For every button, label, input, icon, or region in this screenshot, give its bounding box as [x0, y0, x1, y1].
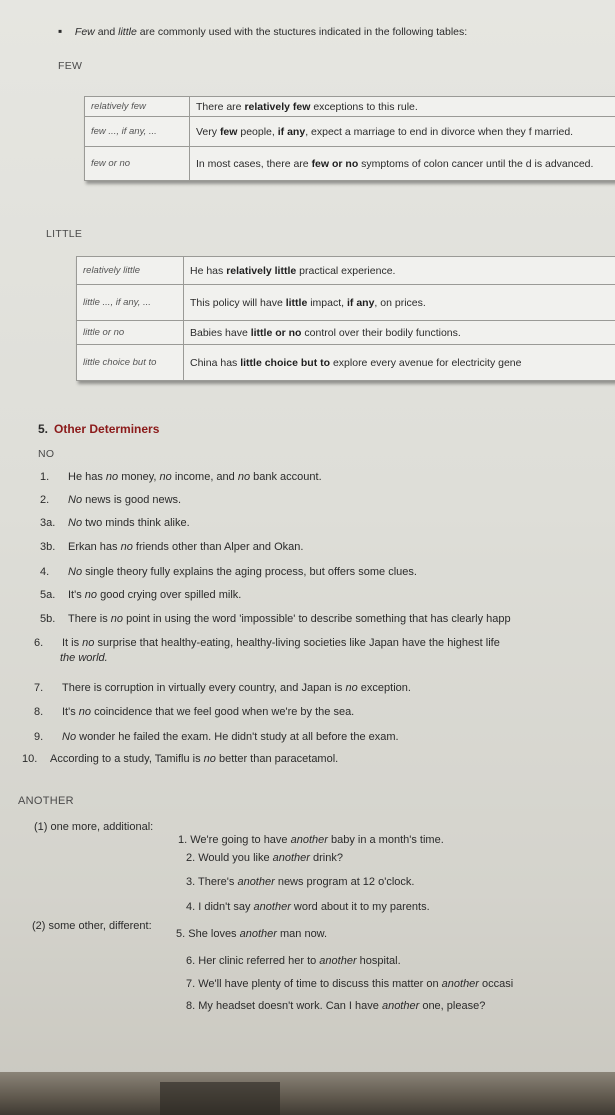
- section-title: Other Determiners: [54, 422, 160, 436]
- item-number: 2.: [186, 852, 196, 864]
- list-item: 2. No news is good news.: [40, 494, 182, 506]
- little-label: LITTLE: [46, 228, 83, 240]
- item-number: 3.: [186, 876, 196, 888]
- example-cell: This policy will have little impact, if any, on prices.: [184, 285, 615, 321]
- list-item: 10. According to a study, Tamiflu is no better than paracetamol.: [22, 753, 339, 765]
- item-number: 5b.: [40, 613, 56, 625]
- item-number: 7.: [186, 978, 196, 990]
- example-cell: Babies have little or no control over their bodily functions.: [184, 321, 615, 345]
- item-number: 1.: [178, 834, 188, 846]
- list-item: 3a. No two minds think alike.: [40, 517, 190, 529]
- another-example: 2. Would you like another drink?: [186, 852, 343, 864]
- intro-term-little: little: [118, 26, 137, 38]
- item-number: 5.: [176, 928, 186, 940]
- intro-and: and: [97, 26, 116, 38]
- item-number: 1.: [40, 471, 50, 483]
- item-number: 10.: [22, 753, 38, 765]
- pattern-cell: relatively little: [77, 257, 184, 285]
- item-continuation: the world.: [60, 652, 108, 664]
- another-example: 1. We're going to have another baby in a month's time.: [178, 834, 444, 846]
- table-row: [77, 257, 615, 285]
- example-cell: In most cases, there are few or no symptoms of colon cancer until the d is advanced.: [190, 147, 615, 181]
- another-example: 7. We'll have plenty of time to discuss this matter on another occasi: [186, 978, 514, 990]
- item-number: 6.: [34, 637, 44, 649]
- pattern-cell: little ..., if any, ...: [77, 285, 184, 321]
- another-example: 8. My headset doesn't work. Can I have another one, please?: [186, 1000, 486, 1012]
- item-number: 4.: [40, 566, 50, 578]
- example-cell: He has relatively little practical experience.: [184, 257, 615, 285]
- item-number: 6.: [186, 955, 196, 967]
- another-example: 3. There's another news program at 12 o'clock.: [186, 876, 415, 888]
- group-label-additional: (1) one more, additional:: [34, 821, 154, 833]
- bullet-icon: ▪: [58, 24, 63, 38]
- list-item: 4. No single theory fully explains the aging process, but offers some clues.: [40, 566, 417, 578]
- item-number: 5a.: [40, 589, 56, 601]
- list-item: 1. He has no money, no income, and no bank account.: [40, 471, 322, 483]
- list-item: 5b. There is no point in using the word 'impossible' to describe something that has clearly happ: [40, 613, 511, 625]
- another-example: 4. I didn't say another word about it to my parents.: [186, 901, 430, 913]
- another-label: ANOTHER: [18, 795, 74, 807]
- table-row: [85, 117, 615, 147]
- item-number: 3b.: [40, 541, 56, 553]
- item-number: 9.: [34, 731, 44, 743]
- intro-rest: are commonly used with the stuctures indicated in the following tables:: [139, 26, 468, 38]
- little-table: [76, 256, 615, 381]
- another-example: 6. Her clinic referred her to another hospital.: [186, 955, 401, 967]
- no-label: NO: [38, 448, 55, 460]
- example-cell: Very few people, if any, expect a marriage to end in divorce when they f married.: [190, 117, 615, 147]
- pattern-cell: little choice but to: [77, 345, 184, 381]
- table-row: [85, 97, 615, 117]
- example-cell: China has little choice but to explore every avenue for electricity gene: [184, 345, 615, 381]
- item-number: 7.: [34, 682, 44, 694]
- list-item: 9. No wonder he failed the exam. He didn't study at all before the exam.: [34, 731, 399, 743]
- item-number: 2.: [40, 494, 50, 506]
- group-label-different: (2) some other, different:: [32, 920, 152, 932]
- item-number: 8.: [186, 1000, 196, 1012]
- table-row: [77, 321, 615, 345]
- table-row: [85, 147, 615, 181]
- another-example: 5. She loves another man now.: [176, 928, 328, 940]
- item-number: 4.: [186, 901, 196, 913]
- list-item: 3b. Erkan has no friends other than Alper and Okan.: [40, 541, 304, 553]
- item-number: 8.: [34, 706, 44, 718]
- table-row: [77, 285, 615, 321]
- table-row: [77, 345, 615, 381]
- item-number: 3a.: [40, 517, 56, 529]
- example-cell: There are relatively few exceptions to this rule.: [190, 97, 615, 117]
- pattern-cell: few or no: [85, 147, 190, 181]
- few-label: FEW: [58, 60, 83, 72]
- few-table: [84, 96, 615, 181]
- pattern-cell: little or no: [77, 321, 184, 345]
- pattern-cell: few ..., if any, ...: [85, 117, 190, 147]
- list-item: 5a. It's no good crying over spilled milk.: [40, 589, 242, 601]
- page-bottom-shadow: [0, 1072, 615, 1115]
- section-number: 5.: [38, 422, 49, 436]
- section-heading: [38, 422, 159, 436]
- list-item: 6. It is no surprise that healthy-eating, healthy-living societies like Japan have the highest life: [34, 637, 500, 649]
- list-item: 8. It's no coincidence that we feel good when we're by the sea.: [34, 706, 355, 718]
- list-item: 7. There is corruption in virtually every country, and Japan is no exception.: [34, 682, 411, 694]
- intro-term-few: Few: [74, 26, 95, 38]
- pattern-cell: relatively few: [85, 97, 190, 117]
- intro-line: [58, 24, 467, 38]
